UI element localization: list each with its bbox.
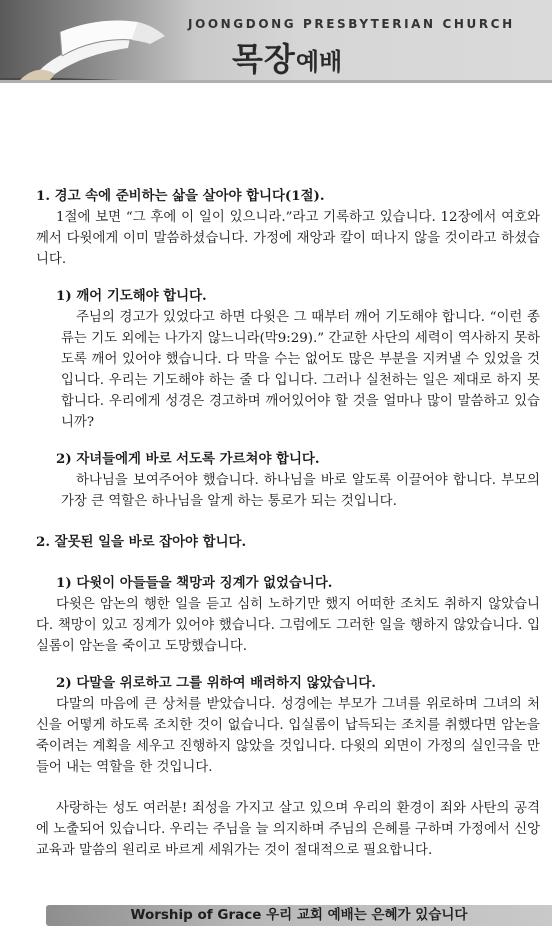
footer-banner xyxy=(46,905,552,926)
section-2-sub-2-body: 다말의 마음에 큰 상처를 받았습니다. 성경에는 부모가 그녀를 위로하며 그녀의 처신을 어떻게 하도록 조치한 것이 없습니다. 입실롬이 납득되는 조치를 취했다면 암논을 죽이려는 계획을 세우고 진행하지 않았을 것입니다. 다윗의 외면이 가정의 실인극을 만들어 내는 역할을 한 것입니다. xyxy=(36,697,540,775)
title-sub: 예배 xyxy=(295,48,343,76)
church-name: JOONGDONG PRESBYTERIAN CHURCH xyxy=(188,17,515,31)
header-banner xyxy=(0,0,552,83)
footer-text: Worship of Grace 우리 교회 예배는 은혜가 있습니다 xyxy=(130,907,468,923)
section-1-sub-1-body: 주님의 경고가 있었다고 하면 다윗은 그 때부터 깨어 기도해야 합니다. “이런 종류는 기도 외에는 나가지 않느니라(막9:29).” 간교한 사단의 세력이 역사하지 못하도록 깨어 있어야 했습니다. 다 막을 수는 없어도 많은 부분을 지켜낼 수 있었을 것입니다. 우리는 기도해야 하는 줄 다 입니다. 그러나 실천하는 일은 제대로 하지 못합니다. 우리에게 성경은 경고하며 깨어있어야 할 것을 얼마나 많이 말씀하고 있습니까? xyxy=(61,310,540,430)
section-2-sub-1-heading: 1) 다윗이 아들들을 책망과 징계가 없었습니다. xyxy=(56,575,333,591)
section-2-heading: 2. 잘못된 일을 바로 잡아야 합니다. xyxy=(36,534,247,550)
sermon-content xyxy=(36,186,540,861)
section-1-heading: 1. 경고 속에 준비하는 삶을 살아야 합니다(1절). xyxy=(36,188,325,204)
section-1-sub-2-heading: 2) 자녀들에게 바로 서도록 가르쳐야 합니다. xyxy=(56,451,320,467)
open-bible-icon xyxy=(0,0,200,80)
section-1-body: 1절에 보면 “그 후에 이 일이 있으니라.”라고 기록하고 있습니다. 12장에서 여호와께서 다윗에게 이미 말씀하셨습니다. 가정에 재앙과 칼이 떠나지 않을 것이라고 하셨습니다. xyxy=(36,210,540,267)
closing-paragraph: 사랑하는 성도 여러분! 죄성을 가지고 살고 있으며 우리의 환경이 죄와 사탄의 공격에 노출되어 있습니다. 우리는 주님을 늘 의지하며 주님의 은혜를 구하며 가정에서 신앙 교육과 말씀의 원리로 바르게 세워가는 것이 절대적으로 필요합니다. xyxy=(36,801,540,858)
section-1-sub-1-heading: 1) 깨어 기도해야 합니다. xyxy=(56,288,207,304)
page-title xyxy=(232,34,342,80)
section-1-sub-2-body: 하나님을 보여주어야 했습니다. 하나님을 바로 알도록 이끌어야 합니다. 부모의 가장 큰 역할은 하나님을 알게 하는 통로가 되는 것입니다. xyxy=(61,473,540,509)
section-2-sub-2-heading: 2) 다말을 위로하고 그를 위하여 배려하지 않았습니다. xyxy=(56,675,376,691)
title-main: 목장 xyxy=(232,40,296,78)
section-2-sub-1-body: 다윗은 암논의 행한 일을 듣고 심히 노하기만 했지 어떠한 조치도 취하지 않았습니다. 책망이 있고 징계가 있어야 했습니다. 그럼에도 그러한 일을 행하지 않았습니다. 입실롬이 암논을 죽이고 도망했습니다. xyxy=(36,597,540,654)
